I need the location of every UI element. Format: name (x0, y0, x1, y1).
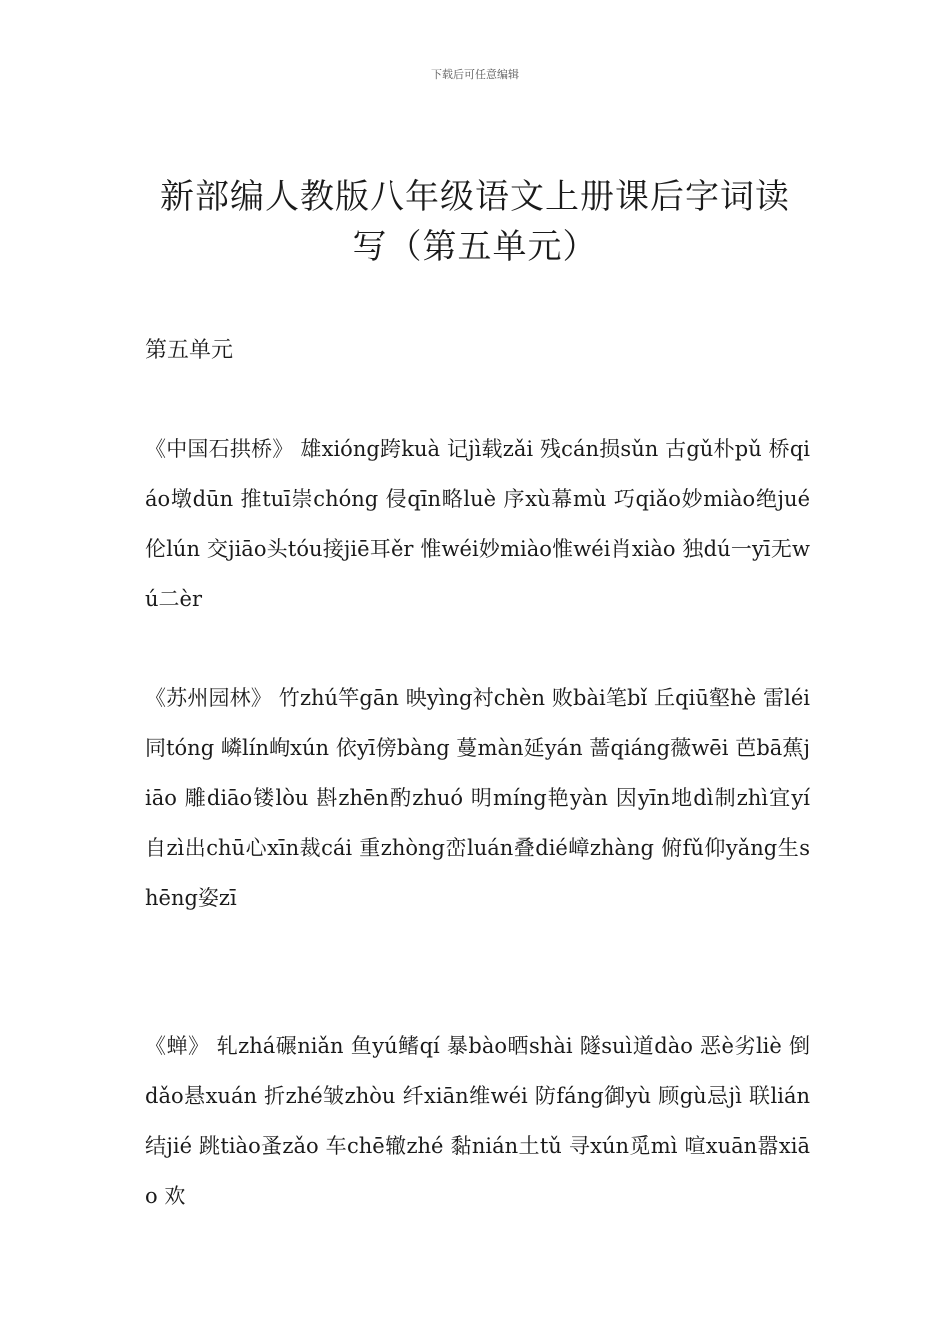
page-header: 下载后可任意编辑 (431, 68, 519, 81)
section-suzhou-yuanlin: 《苏州园林》 竹zhú竿gān 映yìng衬chèn 败bài笔bǐ 丘qiū壑hè 雷léi同tóng 嶙lín峋xún 依yī傍bàng 蔓màn延yán 蔷qiáng薇wēi 芭bā蕉jiāo 雕diāo镂lòu 斟zhēn酌zhuó 明míng艳yàn 因yīn地dì制zhì宜yí 自zì出chū心xīn裁cái 重zhòng峦luán叠dié嶂zhàng 俯fǔ仰yǎng生shēng姿zī (145, 686, 810, 910)
section-chan: 《蝉》 轧zhá碾niǎn 鱼yú鳍qí 暴bào晒shài 隧suì道dào 恶è劣liè 倒dǎo悬xuán 折zhé皱zhòu 纤xiān维wéi 防fáng御yù 顾gù忌jì 联lián结jié 跳tiào蚤zǎo 车chē辙zhé 黏nián土tǔ 寻xún觅mì 喧xuān嚣xiāo 欢 (145, 1034, 810, 1208)
unit-heading: 第五单元 (145, 338, 234, 363)
document-title: 新部编人教版八年级语文上册课后字词读写（第五单元） (160, 177, 790, 267)
section-zhongguo-shigongqiao: 《中国石拱桥》 雄xióng跨kuà 记jì载zǎi 残cán损sǔn 古gǔ朴pǔ 桥qiáo墩dūn 推tuī崇chóng 侵qīn略luè 序xù幕mù 巧qiǎo妙miào绝jué伦lún 交jiāo头tóu接jiē耳ěr 惟wéi妙miào惟wéi肖xiào 独dú一yī无wú二èr (145, 437, 810, 611)
